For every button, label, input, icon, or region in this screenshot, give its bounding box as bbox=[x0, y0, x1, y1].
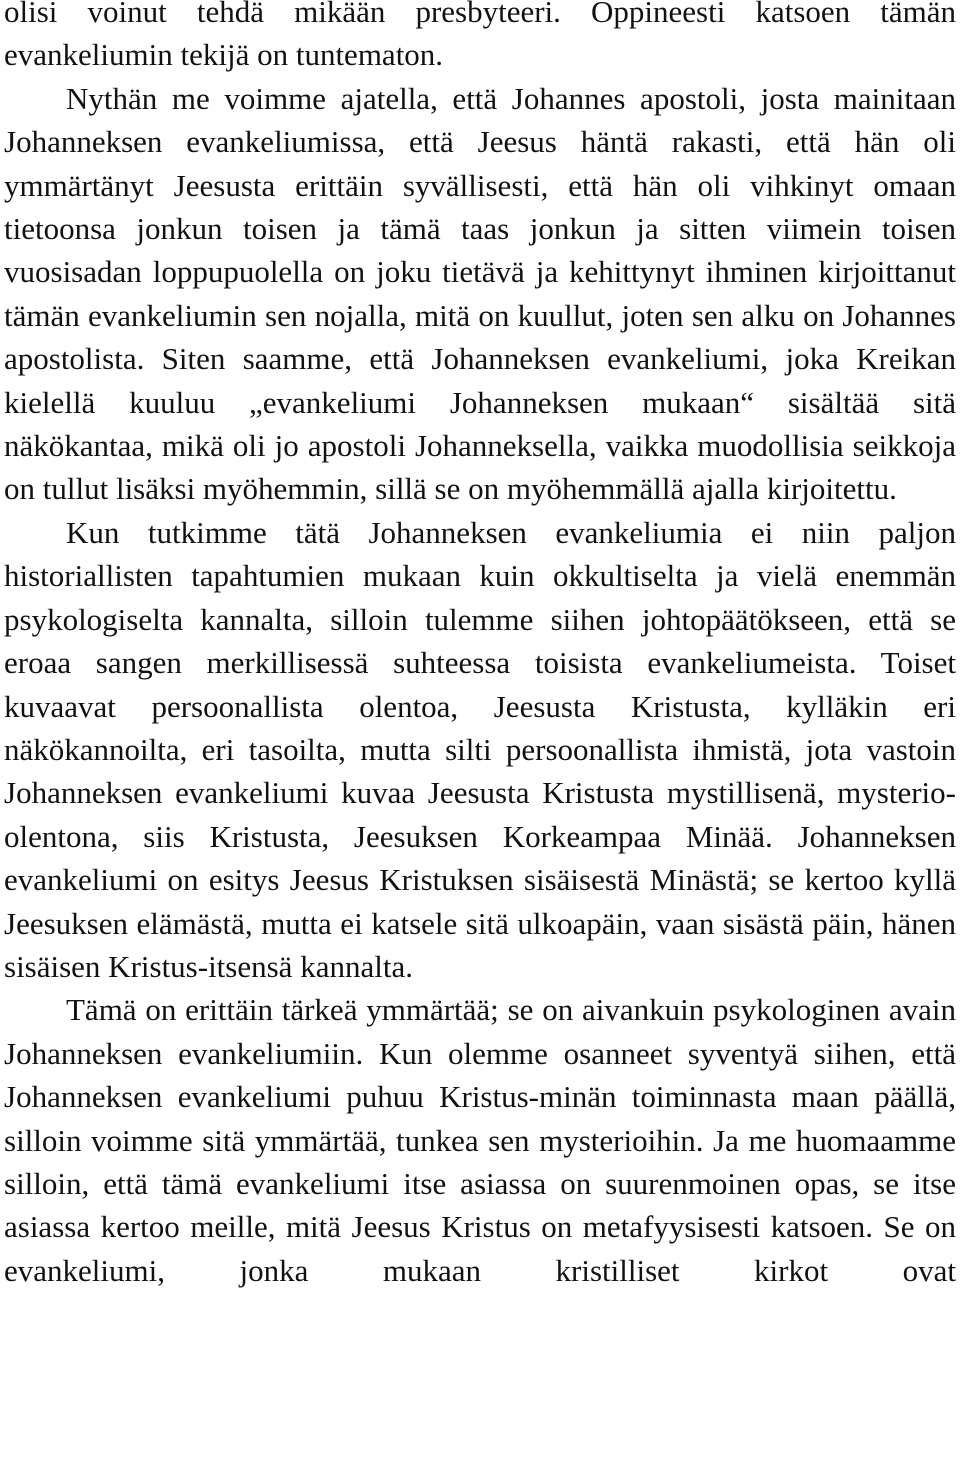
paragraph-4: Tämä on erittäin tärkeä ymmärtää; se on aivankuin psykologinen avain Johanneksen evankeliumiin. Kun olemme osanneet syventyä siihen, että Johanneksen evankeliumi puhuu Kristus-minän toiminnasta maan päällä, silloin voimme sitä ymmärtää, tunkea sen mysterioihin. Ja me huomaamme silloin, että tämä evankeliumi itse asiassa on suurenmoinen opas, se itse asiassa kertoo meille, mitä Jeesus Kristus on metafyysisesti katsoen. Se on evankeliumi, jonka mukaan kristilliset kirkot ovat bbox=[4, 992, 956, 1288]
paragraph-2: Nythän me voimme ajatella, että Johannes apostoli, josta mainitaan Johanneksen evankeliumissa, että Jeesus häntä rakasti, että hän oli ymmärtänyt Jeesusta erittäin syvällisesti, että hän oli vihkinyt omaan tietoonsa jonkun toisen ja tämä taas jonkun ja sitten viimein toisen vuosisadan loppupuolella on joku tietävä ja kehittynyt ihminen kirjoittanut tämän evankeliumin sen nojalla, mitä on kuullut, joten sen alku on Johannes apostolista. Siten saamme, että Johanneksen evankeliumi, joka Kreikan kielellä kuuluu „evankeliumi Johanneksen mukaan“ sisältää sitä näkökantaa, mikä oli jo apostoli Johanneksella, vaikka muodollisia seikkoja on tullut lisäksi myöhemmin, sillä se on myöhemmällä ajalla kirjoitettu. bbox=[4, 80, 956, 507]
paragraph-3: Kun tutkimme tätä Johanneksen evankeliumia ei niin paljon historiallisten tapahtumien mukaan kuin okkultiselta ja vielä enemmän psykologiselta kannalta, silloin tulemme siihen johtopäätökseen, että se eroaa sangen merkillisessä suhteessa toisista evankeliumeista. Toiset kuvaavat persoonallista olentoa, Jeesusta Kristusta, kylläkin eri näkökannoilta, eri tasoilta, mutta silti persoonallista ihmistä, jota vastoin Johanneksen evankeliumi kuvaa Jeesusta Kristusta mystillisenä, mysterio-olentona, siis Kristusta, Jeesuksen Korkeampaa Minää. Johanneksen evankeliumi on esitys Jeesus Kristuksen sisäisestä Minästä; se kertoo kyllä Jeesuksen elämästä, mutta ei katsele sitä ulkoapäin, vaan sisästä päin, hänen sisäisen Kristus-itsensä kannalta. bbox=[4, 514, 956, 984]
paragraph-1: olisi voinut tehdä mikään presbyteeri. Oppineesti katsoen tämän evankeliumin tekijä on tuntematon. bbox=[4, 0, 956, 73]
